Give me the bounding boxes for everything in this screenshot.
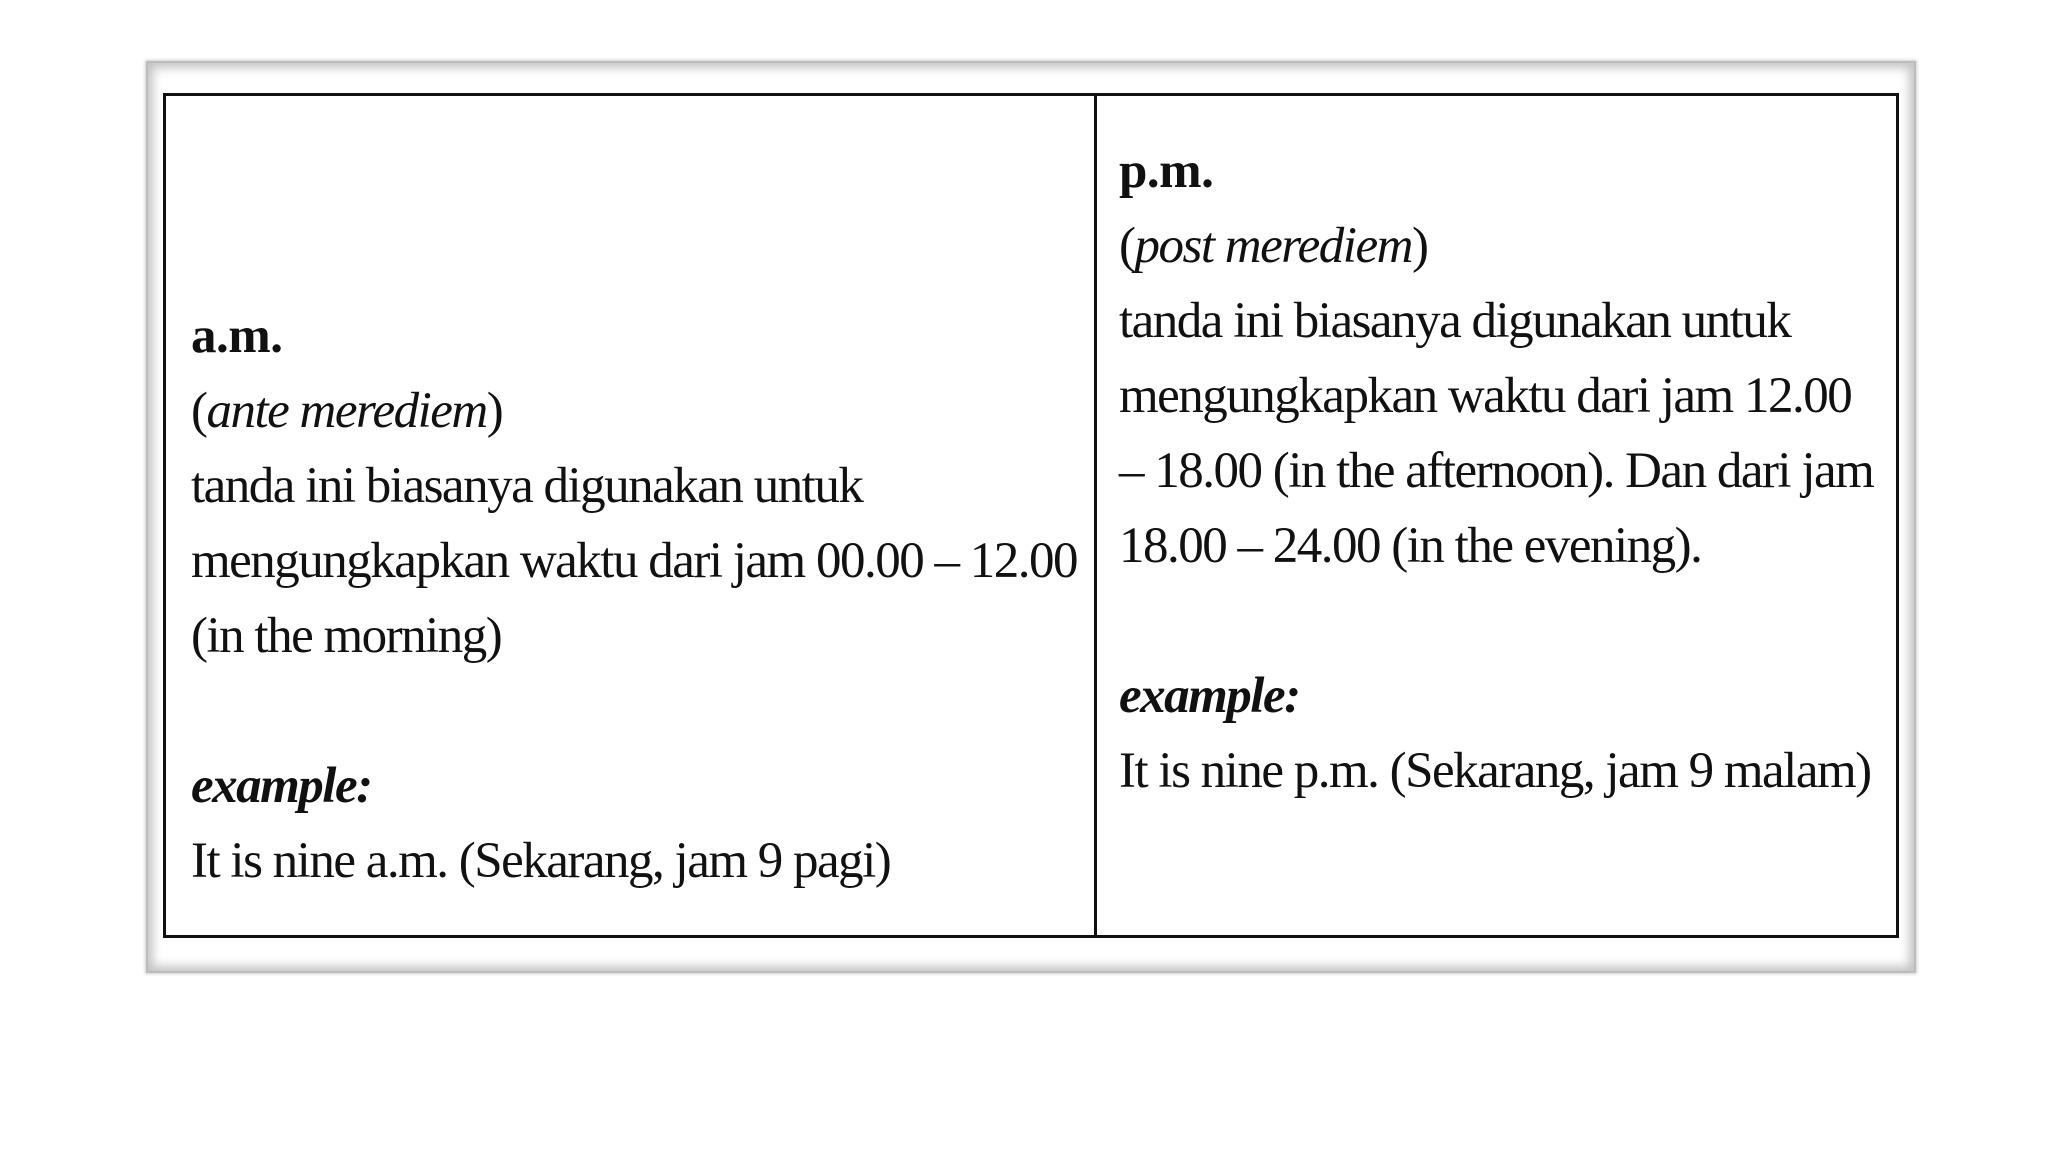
pm-term: p.m. [1119,143,1214,199]
am-pm-table [163,93,1899,938]
pm-spacer [1119,584,1882,659]
am-description: tanda ini biasanya digunakan untuk mengungkapkan waktu dari jam 00.00 – 12.00 (in the morning) [191,458,1077,664]
am-full-name-text: ante meredіem [206,383,487,439]
pm-example-label: example: [1119,668,1300,724]
am-term: a.m. [191,308,283,364]
am-example-label: example: [191,758,372,814]
pm-full-name: (post merediem) [1119,218,1428,274]
pm-example-text: It is nine p.m. (Sekarang, jam 9 malam) [1119,743,1871,799]
image-frame [146,61,1916,973]
pm-full-name-text: post merediem [1134,218,1412,274]
am-full-name: (ante meredіem) [191,383,503,439]
am-cell [166,96,1097,935]
am-example-text: It is nine a.m. (Sekarang, jam 9 pagi) [191,833,891,889]
am-spacer [191,674,1080,749]
pm-cell [1097,96,1896,935]
pm-description: tanda ini biasanya digunakan untuk mengungkapkan waktu dari jam 12.00 – 18.00 (in the afternoon). Dan dari jam 18.00 – 24.00 (in the evening). [1119,293,1874,574]
